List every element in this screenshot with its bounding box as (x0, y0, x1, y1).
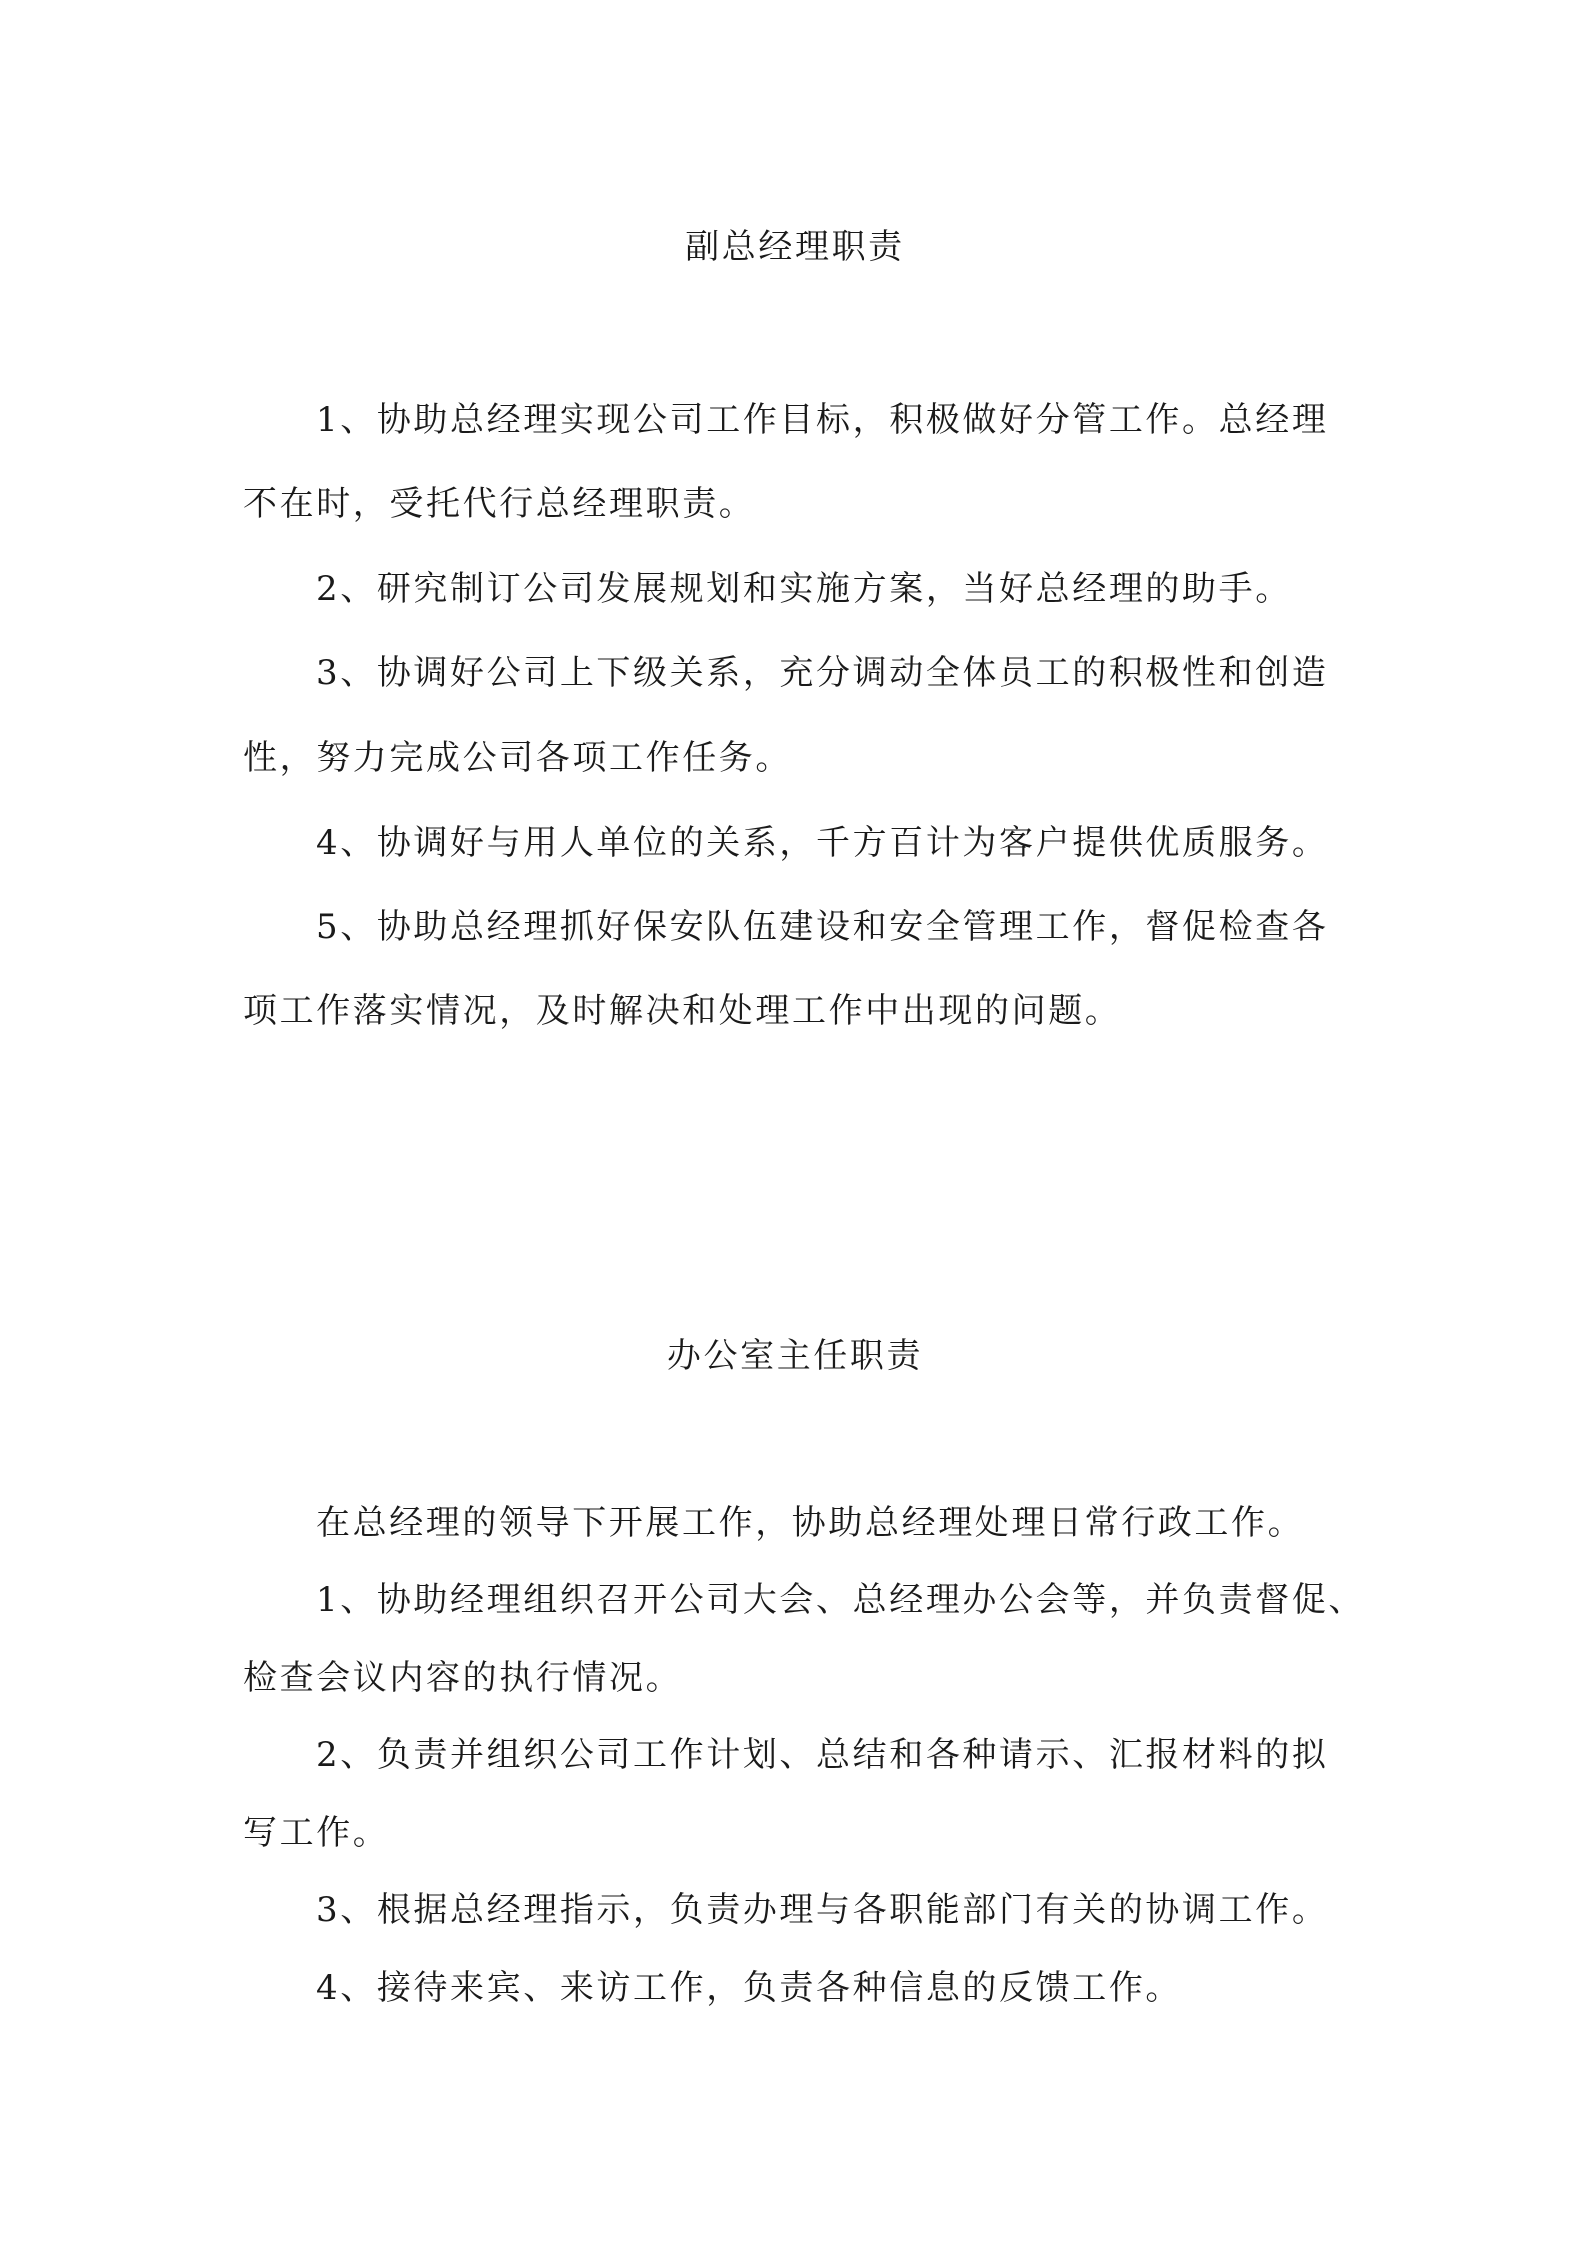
paragraph-line: 2、研究制订公司发展规划和实施方案，当好总经理的助手。 (316, 569, 1292, 609)
paragraph-line: 在总经理的领导下开展工作，协助总经理处理日常行政工作。 (316, 1503, 1305, 1543)
section-title-deputy-gm: 副总经理职责 (685, 227, 905, 267)
paragraph-line: 检查会议内容的执行情况。 (243, 1658, 683, 1698)
paragraph-line: 性，努力完成公司各项工作任务。 (243, 738, 792, 778)
paragraph-line: 3、协调好公司上下级关系，充分调动全体员工的积极性和创造 (316, 653, 1329, 693)
section-title-office-director: 办公室主任职责 (666, 1336, 924, 1376)
paragraph-line: 4、协调好与用人单位的关系，千方百计为客户提供优质服务。 (316, 823, 1329, 863)
paragraph-line: 1、协助经理组织召开公司大会、总经理办公会等，并负责督促、 (316, 1580, 1366, 1620)
paragraph-line: 不在时，受托代行总经理职责。 (243, 484, 756, 524)
paragraph-line: 1、协助总经理实现公司工作目标，积极做好分管工作。总经理 (316, 400, 1329, 440)
paragraph-line: 3、根据总经理指示，负责办理与各职能部门有关的协调工作。 (316, 1890, 1329, 1930)
paragraph-line: 项工作落实情况，及时解决和处理工作中出现的问题。 (243, 991, 1122, 1031)
paragraph-line: 4、接待来宾、来访工作，负责各种信息的反馈工作。 (316, 1968, 1183, 2008)
paragraph-line: 2、负责并组织公司工作计划、总结和各种请示、汇报材料的拟 (316, 1735, 1329, 1775)
paragraph-line: 5、协助总经理抓好保安队伍建设和安全管理工作，督促检查各 (316, 907, 1329, 947)
paragraph-line: 写工作。 (243, 1813, 390, 1853)
